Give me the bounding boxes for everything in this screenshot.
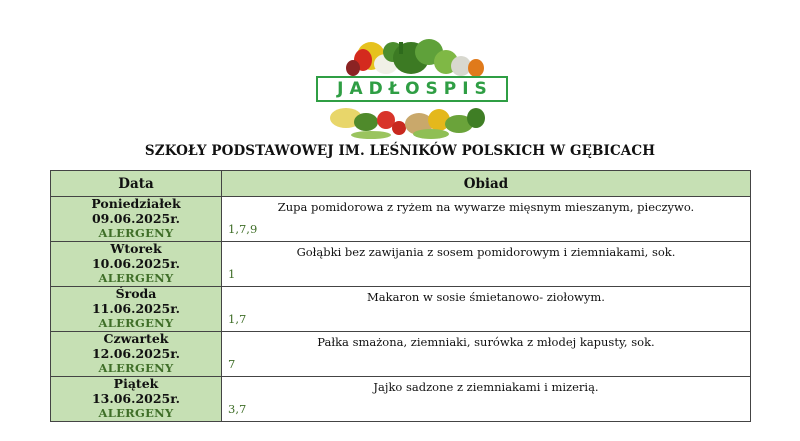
allergen-label: ALERGENY [98, 406, 174, 421]
header-date: Data [51, 171, 222, 197]
allergen-label: ALERGENY [98, 361, 174, 376]
meal-cell [222, 197, 751, 242]
meal-cell [222, 332, 751, 377]
day-date: 10.06.2025r. [91, 255, 181, 271]
table-header-row [51, 171, 751, 197]
date-cell [51, 242, 222, 287]
table-row [51, 197, 751, 242]
day-date: 09.06.2025r. [91, 210, 181, 226]
meal-description: Makaron w sosie śmietanowo- ziołowym. [367, 290, 605, 304]
day-name: Poniedziałek [91, 196, 181, 211]
meal-description: Zupa pomidorowa z ryżem na wywarze mięsnym mieszanym, pieczywo. [277, 200, 695, 214]
table-row [51, 287, 751, 332]
day-date: 13.06.2025r. [91, 390, 181, 406]
meal-cell [222, 287, 751, 332]
meal-description: Jajko sadzone z ziemniakami i mizerią. [373, 380, 599, 394]
allergen-codes: 1,7,9 [228, 222, 258, 236]
meal-cell [222, 377, 751, 422]
logo-text: JADŁOSPIS [337, 79, 493, 99]
allergen-codes: 1 [228, 267, 236, 281]
day-name: Piątek [113, 376, 159, 391]
header-meal: Obiad [222, 171, 751, 197]
allergen-codes: 1,7 [228, 312, 247, 326]
table-row [51, 377, 751, 422]
date-cell [51, 332, 222, 377]
day-date: 11.06.2025r. [91, 300, 181, 316]
allergen-label: ALERGENY [98, 226, 174, 241]
date-cell [51, 197, 222, 242]
day-date: 12.06.2025r. [91, 345, 181, 361]
page-title: SZKOŁY PODSTAWOWEJ IM. LEŚNIKÓW POLSKICH W GĘBICACH [144, 143, 656, 159]
day-name: Czwartek [103, 331, 169, 346]
table-row [51, 242, 751, 287]
menu-banner [311, 38, 517, 142]
meal-cell [222, 242, 751, 287]
day-name: Środa [115, 286, 157, 301]
allergen-label: ALERGENY [98, 271, 174, 286]
day-name: Wtorek [110, 241, 162, 256]
date-cell [51, 377, 222, 422]
logo [316, 76, 508, 102]
date-cell [51, 287, 222, 332]
allergen-codes: 7 [228, 357, 236, 371]
menu-table [50, 170, 751, 422]
meal-description: Gołąbki bez zawijania z sosem pomidorowym i ziemniakami, sok. [296, 245, 676, 259]
allergen-codes: 3,7 [228, 402, 247, 416]
meal-description: Pałka smażona, ziemniaki, surówka z młodej kapusty, sok. [317, 335, 655, 349]
allergen-label: ALERGENY [98, 316, 174, 331]
table-row [51, 332, 751, 377]
